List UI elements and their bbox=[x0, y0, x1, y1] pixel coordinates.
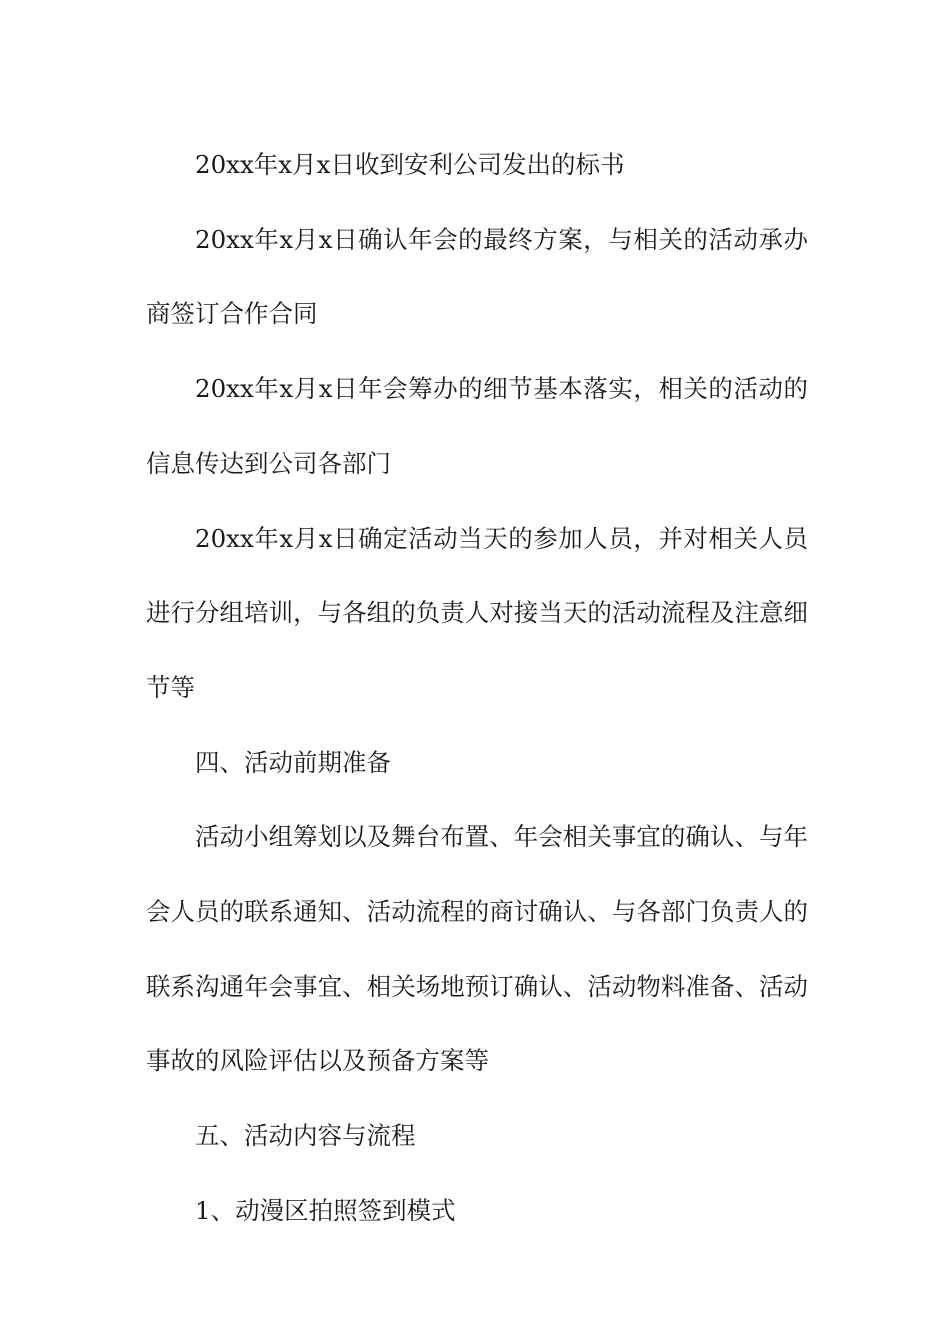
document-body bbox=[146, 128, 808, 1249]
subsection-heading-checkin: 1、动漫区拍照签到模式 bbox=[195, 1195, 456, 1225]
section-heading-preparation: 四、活动前期准备 bbox=[195, 747, 391, 777]
section-heading-content-flow: 五、活动内容与流程 bbox=[195, 1121, 416, 1151]
timeline-item-details-finalized: 20xx年x月x日年会筹办的细节基本落实，相关的活动的信息传达到公司各部门 bbox=[146, 374, 808, 478]
timeline-item-staff-training: 20xx年x月x日确定活动当天的参加人员，并对相关人员进行分组培训，与各组的负责人对接当天的活动流程及注意细节等 bbox=[146, 523, 808, 702]
timeline-item-plan-confirmed: 20xx年x月x日确认年会的最终方案，与相关的活动承办商签订合作合同 bbox=[146, 224, 808, 329]
preparation-paragraph: 活动小组筹划以及舞台布置、年会相关事宜的确认、与年会人员的联系通知、活动流程的商讨确认、与各部门负责人的联系沟通年会事宜、相关场地预订确认、活动物料准备、活动事故的风险评估以及预备方案等 bbox=[146, 822, 808, 1076]
timeline-item-bid-received: 20xx年x月x日收到安利公司发出的标书 bbox=[195, 150, 625, 179]
